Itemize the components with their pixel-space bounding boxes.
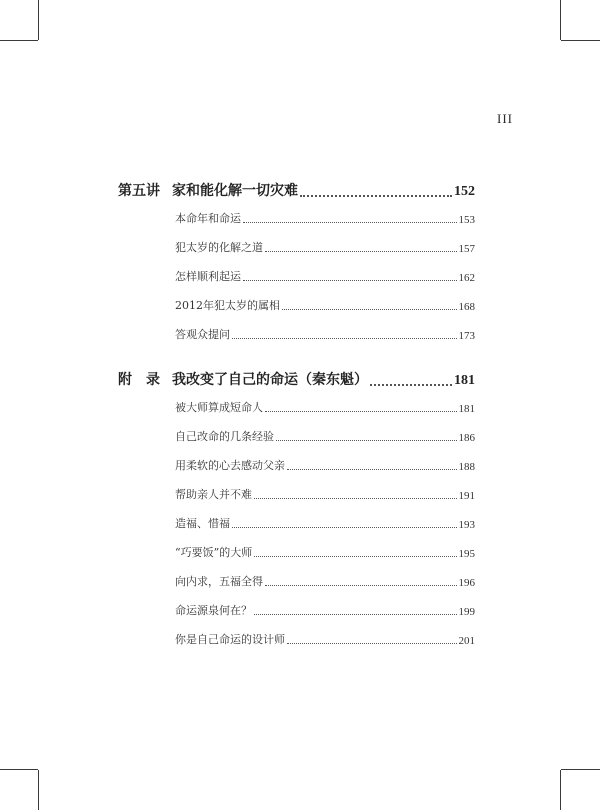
toc-item-title: 2012年犯太岁的属相 xyxy=(175,299,280,312)
toc-item[interactable] xyxy=(175,297,475,313)
dot-leader xyxy=(370,383,452,386)
toc-item[interactable] xyxy=(175,210,475,226)
dot-leader xyxy=(243,221,457,223)
toc-item[interactable] xyxy=(175,486,475,502)
toc-item-page: 157 xyxy=(458,243,475,255)
crop-mark-bottom-left-h xyxy=(0,769,38,770)
toc-item-title: 帮助亲人并不难 xyxy=(175,488,252,501)
appendix-number: 附 录 xyxy=(118,372,160,388)
toc-item-page: 193 xyxy=(458,519,475,531)
toc-item-title: 自己改命的几条经验 xyxy=(175,430,274,443)
dot-leader xyxy=(232,337,457,339)
toc-item[interactable] xyxy=(175,631,475,647)
toc-item-page: 195 xyxy=(458,548,475,560)
toc-appendix[interactable] xyxy=(118,369,475,389)
toc-item-page: 188 xyxy=(458,461,475,473)
toc-item-page: 153 xyxy=(458,214,475,226)
toc-item[interactable] xyxy=(175,573,475,589)
toc-item[interactable] xyxy=(175,268,475,284)
dot-leader xyxy=(265,584,457,586)
crop-mark-bottom-left-v xyxy=(38,770,39,810)
dot-leader xyxy=(265,250,457,252)
appendix-title: 我改变了自己的命运 xyxy=(172,372,298,388)
toc-item[interactable] xyxy=(175,602,475,618)
toc-item[interactable] xyxy=(175,428,475,444)
appendix-heading xyxy=(118,369,368,389)
dot-leader xyxy=(232,526,457,528)
dot-leader xyxy=(276,439,457,441)
chapter-number: 第五讲 xyxy=(118,183,160,199)
dot-leader xyxy=(254,613,457,615)
appendix-author: （秦东魁） xyxy=(298,372,368,388)
dot-leader xyxy=(254,555,456,557)
toc-item[interactable] xyxy=(175,544,475,560)
dot-leader xyxy=(300,194,452,197)
toc-item-title: 你是自己命运的设计师 xyxy=(175,633,285,646)
crop-mark-top-right-v xyxy=(560,0,561,40)
chapter-title: 家和能化解一切灾难 xyxy=(172,183,298,199)
toc-item-title: 答观众提问 xyxy=(175,328,230,341)
chapter-heading xyxy=(118,180,298,200)
toc-item-page: 191 xyxy=(458,490,475,502)
toc-item-page: 162 xyxy=(458,272,475,284)
toc-item-page: 196 xyxy=(458,577,475,589)
toc-item-page: 168 xyxy=(458,301,475,313)
toc-item-title: “巧要饭”的大师 xyxy=(175,546,253,559)
crop-mark-top-right-h xyxy=(561,40,600,41)
toc-item-page: 173 xyxy=(458,330,475,342)
toc-item-title: 犯太岁的化解之道 xyxy=(175,241,263,254)
toc-item-title: 本命年和命运 xyxy=(175,212,241,225)
crop-mark-top-left-v xyxy=(38,0,39,40)
dot-leader xyxy=(254,497,457,499)
toc-item-title: 向内求，五福全得 xyxy=(175,575,263,588)
dot-leader xyxy=(243,279,457,281)
toc-item[interactable] xyxy=(175,326,475,342)
toc-item-title: 被大师算成短命人 xyxy=(175,401,263,414)
toc-item-page: 186 xyxy=(458,432,475,444)
toc-item[interactable] xyxy=(175,457,475,473)
chapter-page: 152 xyxy=(454,184,475,199)
dot-leader xyxy=(287,468,457,470)
toc-item-title: 怎样顺利起运 xyxy=(175,270,241,283)
crop-mark-bottom-right-v xyxy=(560,770,561,810)
toc-item[interactable] xyxy=(175,515,475,531)
toc-item-title: 命运源泉何在？ xyxy=(175,604,252,617)
toc-item-title: 用柔软的心去感动父亲 xyxy=(175,459,285,472)
toc-item[interactable] xyxy=(175,239,475,255)
toc-item-title: 造福、惜福 xyxy=(175,517,230,530)
toc-item-page: 181 xyxy=(458,403,475,415)
toc-item-page: 201 xyxy=(458,635,475,647)
crop-mark-top-left-h xyxy=(0,40,38,41)
page-number: III xyxy=(497,111,513,126)
toc-chapter-5[interactable] xyxy=(118,180,475,200)
crop-mark-bottom-right-h xyxy=(561,769,600,770)
dot-leader xyxy=(265,410,457,412)
toc-item[interactable] xyxy=(175,399,475,415)
dot-leader xyxy=(287,642,457,644)
dot-leader xyxy=(282,308,457,310)
toc-item-page: 199 xyxy=(458,606,475,618)
appendix-page: 181 xyxy=(454,373,475,388)
